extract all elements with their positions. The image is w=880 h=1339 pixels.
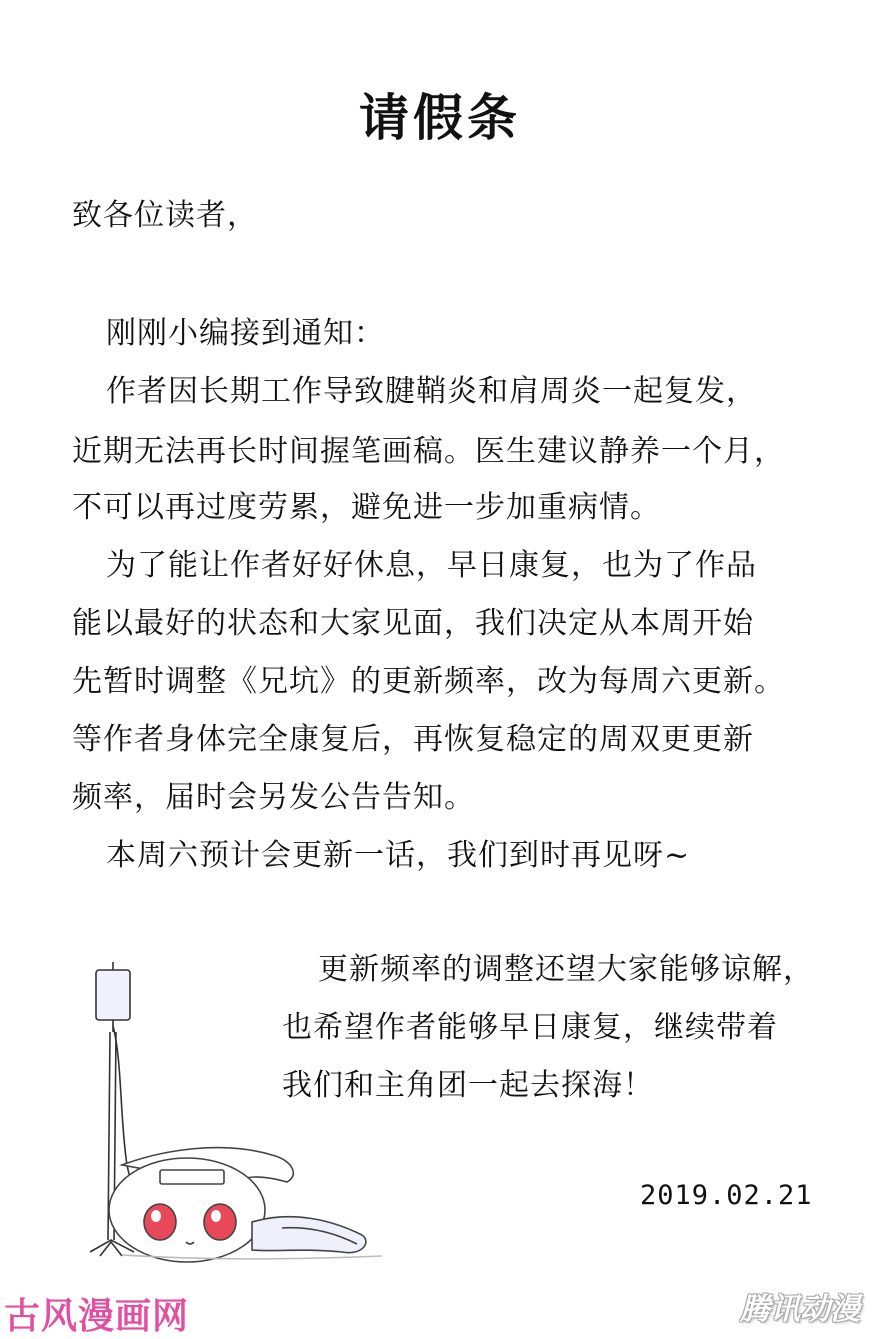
salutation: 致各位读者， <box>72 198 258 233</box>
body-line: 能以最好的状态和大家见面，我们决定从本周开始 <box>72 606 754 641</box>
date: 2019.02.21 <box>640 1180 813 1211</box>
body-line: 频率，届时会另发公告告知。 <box>72 780 475 815</box>
body-line: 先暂时调整《兄坑》的更新频率，改为每周六更新。 <box>72 664 785 699</box>
body-line: 近期无法再长时间握笔画稿。医生建议静养一个月， <box>72 434 785 469</box>
closing-line: 也希望作者能够早日康复，继续带着 <box>282 1010 778 1045</box>
body-line: 作者因长期工作导致腱鞘炎和肩周炎一起复发， <box>106 374 757 409</box>
body-line: 本周六预计会更新一话，我们到时再见呀~ <box>106 838 691 873</box>
closing-line: 我们和主角团一起去探海！ <box>282 1068 654 1103</box>
body-line: 不可以再过度劳累，避免进一步加重病情。 <box>72 490 661 525</box>
body-line: 为了能让作者好好休息，早日康复，也为了作品 <box>106 548 757 583</box>
watermark-left: 古风漫画网 <box>4 1296 190 1337</box>
mascot-illustration <box>82 960 402 1270</box>
body-line: 等作者身体完全康复后，再恢复稳定的周双更更新 <box>72 722 754 757</box>
cat-character-icon <box>109 1148 382 1262</box>
watermark-right: 腾讯动漫 <box>740 1292 860 1327</box>
notice-title: 请假条 <box>359 88 521 147</box>
body-line: 刚刚小编接到通知： <box>106 316 385 351</box>
closing-line: 更新频率的调整还望大家能够谅解， <box>318 952 814 987</box>
